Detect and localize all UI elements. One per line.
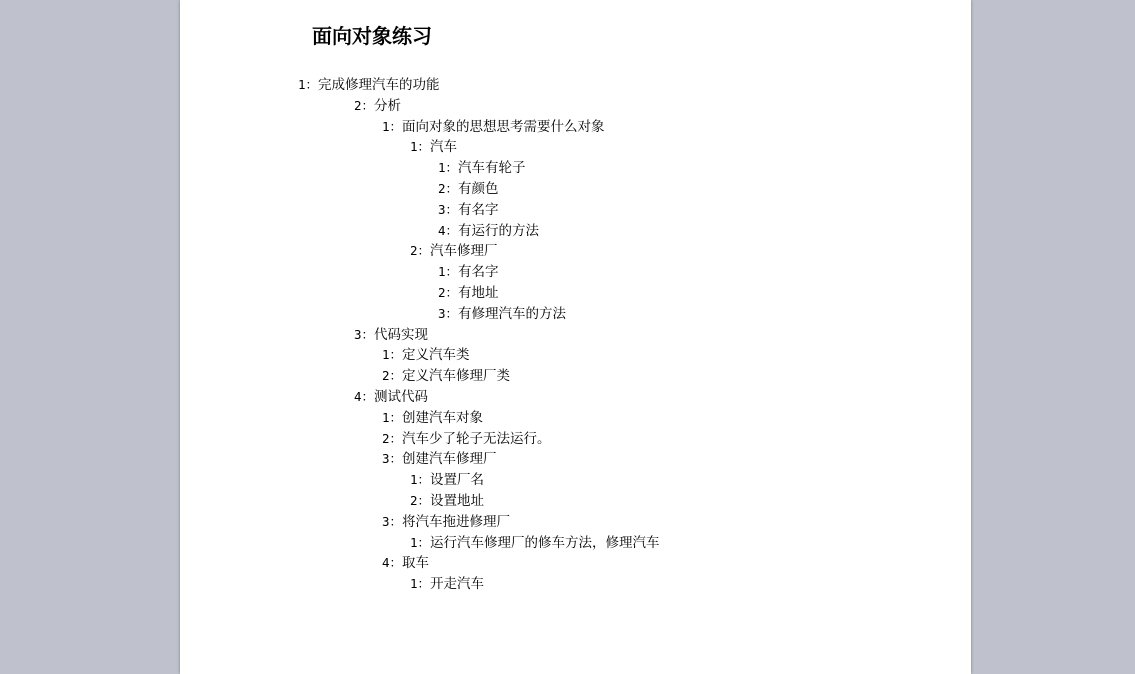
item-text: 面向对象的思想思考需要什么对象 [402,118,605,135]
document-page [180,0,971,674]
item-number: 4： [438,222,459,238]
item-number: 3： [382,513,403,529]
item-number: 1： [382,118,403,134]
item-text: 定义汽车类 [402,347,470,364]
item-number: 4： [382,555,403,571]
item-number: 2： [382,368,403,384]
item-number: 4： [354,388,375,404]
item-text: 完成修理汽车的功能 [318,77,440,93]
item-text: 定义汽车修理厂类 [402,368,511,385]
item-number: 1： [410,576,431,592]
outline-item [298,429,660,450]
item-number: 1： [410,534,431,550]
item-text: 有修理汽车的方法 [458,305,567,322]
item-number: 2： [438,284,459,300]
document-title: 面向对象练习 [312,24,432,48]
item-text: 有运行的方法 [458,222,540,239]
item-number: 2： [438,180,459,196]
outline-item [298,283,660,304]
item-text: 设置厂名 [430,472,485,489]
outline-item [298,200,660,221]
item-text: 开走汽车 [430,576,485,593]
item-number: 2： [354,97,375,113]
outline-item [298,408,660,429]
outline-item [298,366,660,387]
outline-item [298,158,660,179]
item-text: 汽车少了轮子无法运行。 [402,430,551,447]
item-text: 创建汽车对象 [402,409,484,426]
item-text: 汽车有轮子 [458,160,526,177]
outline-item [298,470,660,491]
item-number: 1： [382,409,403,425]
item-text: 有名字 [458,201,499,218]
item-text: 取车 [402,555,430,572]
item-text: 将汽车拖进修理厂 [402,513,511,530]
outline-item [298,117,660,138]
item-text: 测试代码 [374,388,429,405]
item-number: 3： [438,305,459,321]
item-text: 运行汽车修理厂的修车方法，修理汽车 [430,534,660,551]
outline-item [298,75,660,96]
item-text: 有名字 [458,264,499,281]
item-number: 1： [298,77,319,92]
item-text: 有地址 [458,284,499,301]
outline-item [298,533,660,554]
outline-item [298,512,660,533]
outline-item [298,137,660,158]
item-number: 1： [410,139,431,155]
outline-item [298,449,660,470]
item-text: 汽车 [430,139,458,156]
outline-item [298,304,660,325]
item-number: 3： [382,451,403,467]
item-number: 1： [438,264,459,280]
item-number: 1： [410,472,431,488]
outline-item [298,221,660,242]
outline-list [298,75,660,595]
outline-item [298,553,660,574]
outline-item [298,241,660,262]
outline-item [298,574,660,595]
item-text: 汽车修理厂 [430,243,498,260]
item-number: 3： [438,201,459,217]
item-text: 创建汽车修理厂 [402,451,497,468]
item-text: 设置地址 [430,492,485,509]
item-number: 3： [354,326,375,342]
outline-item [298,345,660,366]
outline-item [298,491,660,512]
outline-item [298,96,660,117]
item-text: 分析 [374,97,402,114]
item-number: 1： [382,347,403,363]
outline-item [298,262,660,283]
item-number: 1： [438,160,459,176]
item-number: 2： [410,243,431,259]
item-number: 2： [410,492,431,508]
item-text: 有颜色 [458,180,499,197]
outline-item [298,387,660,408]
outline-item [298,179,660,200]
item-number: 2： [382,430,403,446]
outline-item [298,325,660,346]
item-text: 代码实现 [374,326,429,343]
